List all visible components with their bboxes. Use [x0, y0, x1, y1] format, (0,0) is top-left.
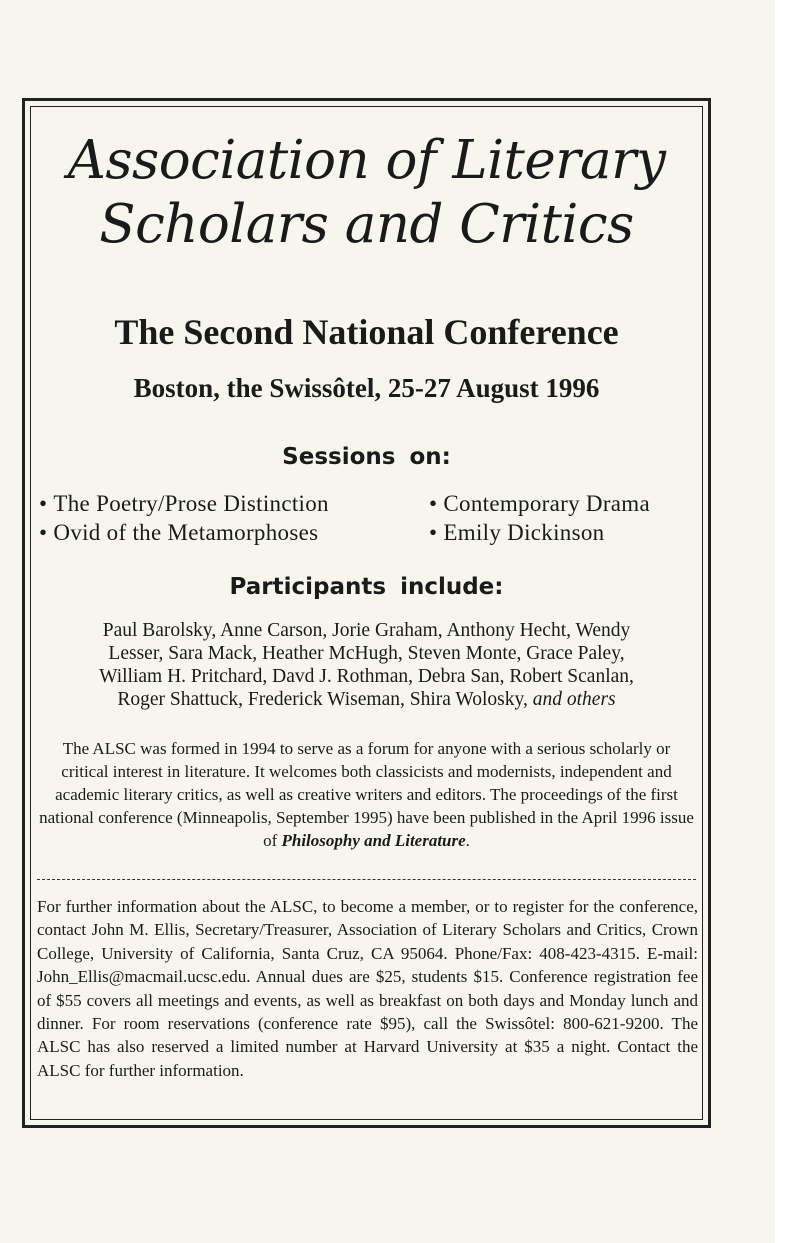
about-text: The ALSC was formed in 1994 to serve as a forum for anyone with a serious scholarly or critical interest in literature. It welcomes both classicists and modernists, independent and academic literary critics, as well as creative writers and editors. The proceedings of the first national conference (Minneapolis, September 1995) have been published in the April 1996 issue of [39, 739, 694, 850]
journal-title: Philosophy and Literature [281, 831, 466, 850]
participants-line: Lesser, Sara Mack, Heather McHugh, Steven Monte, Grace Paley, [108, 643, 625, 664]
participants-last-names: Roger Shattuck, Frederick Wiseman, Shira Wolosky, [117, 689, 528, 710]
session-item: • Ovid of the Metamorphoses [39, 518, 429, 547]
participants-heading: Participants include: [229, 574, 504, 600]
participants-line: Paul Barolsky, Anne Carson, Jorie Graham, Anthony Hecht, Wendy [102, 620, 631, 641]
association-title [31, 129, 702, 257]
announcement-frame [22, 98, 711, 1128]
participants-line [51, 688, 682, 711]
about-paragraph [39, 737, 694, 852]
dashed-divider [37, 879, 696, 880]
title-line-2: Scholars and Critics [99, 194, 634, 255]
conference-heading: The Second National Conference [114, 312, 619, 352]
conference-venue: Boston, the Swissôtel, 25-27 August 1996 [133, 373, 600, 403]
sessions-list [39, 489, 709, 547]
session-item: • Contemporary Drama [429, 489, 709, 518]
announcement-inner-border [30, 106, 703, 1120]
participants-list [51, 619, 682, 711]
sessions-heading: Sessions on: [282, 444, 451, 470]
page-edge [775, 0, 787, 1243]
about-end: . [465, 831, 470, 850]
contact-information: For further information about the ALSC, to become a member, or to register for the conference, contact John M. Ellis, Secretary/Treasurer, Association of Literary Scholars and Critics, Crown College, University of California, Santa Cruz, CA 95064. Phone/Fax: 408-423-4315. E-mail: John_Ellis@macmail.ucsc.edu. Annual dues are $25, students $15. Conference registration fee of $55 covers all meetings and events, as well as breakfast on both days and Monday lunch and dinner. For room reservations (conference rate $95), call the Swissôtel: 800-621-9200. The ALSC has also reserved a limited number at Harvard University at $35 a night. Contact the ALSC for further information. [37, 897, 698, 1080]
and-others: and others [532, 689, 616, 710]
participants-line: William H. Pritchard, Davd J. Rothman, Debra San, Robert Scanlan, [99, 666, 634, 687]
session-item: • The Poetry/Prose Distinction [39, 489, 429, 518]
session-item: • Emily Dickinson [429, 518, 709, 547]
title-line-1: Association of Literary [67, 130, 666, 191]
